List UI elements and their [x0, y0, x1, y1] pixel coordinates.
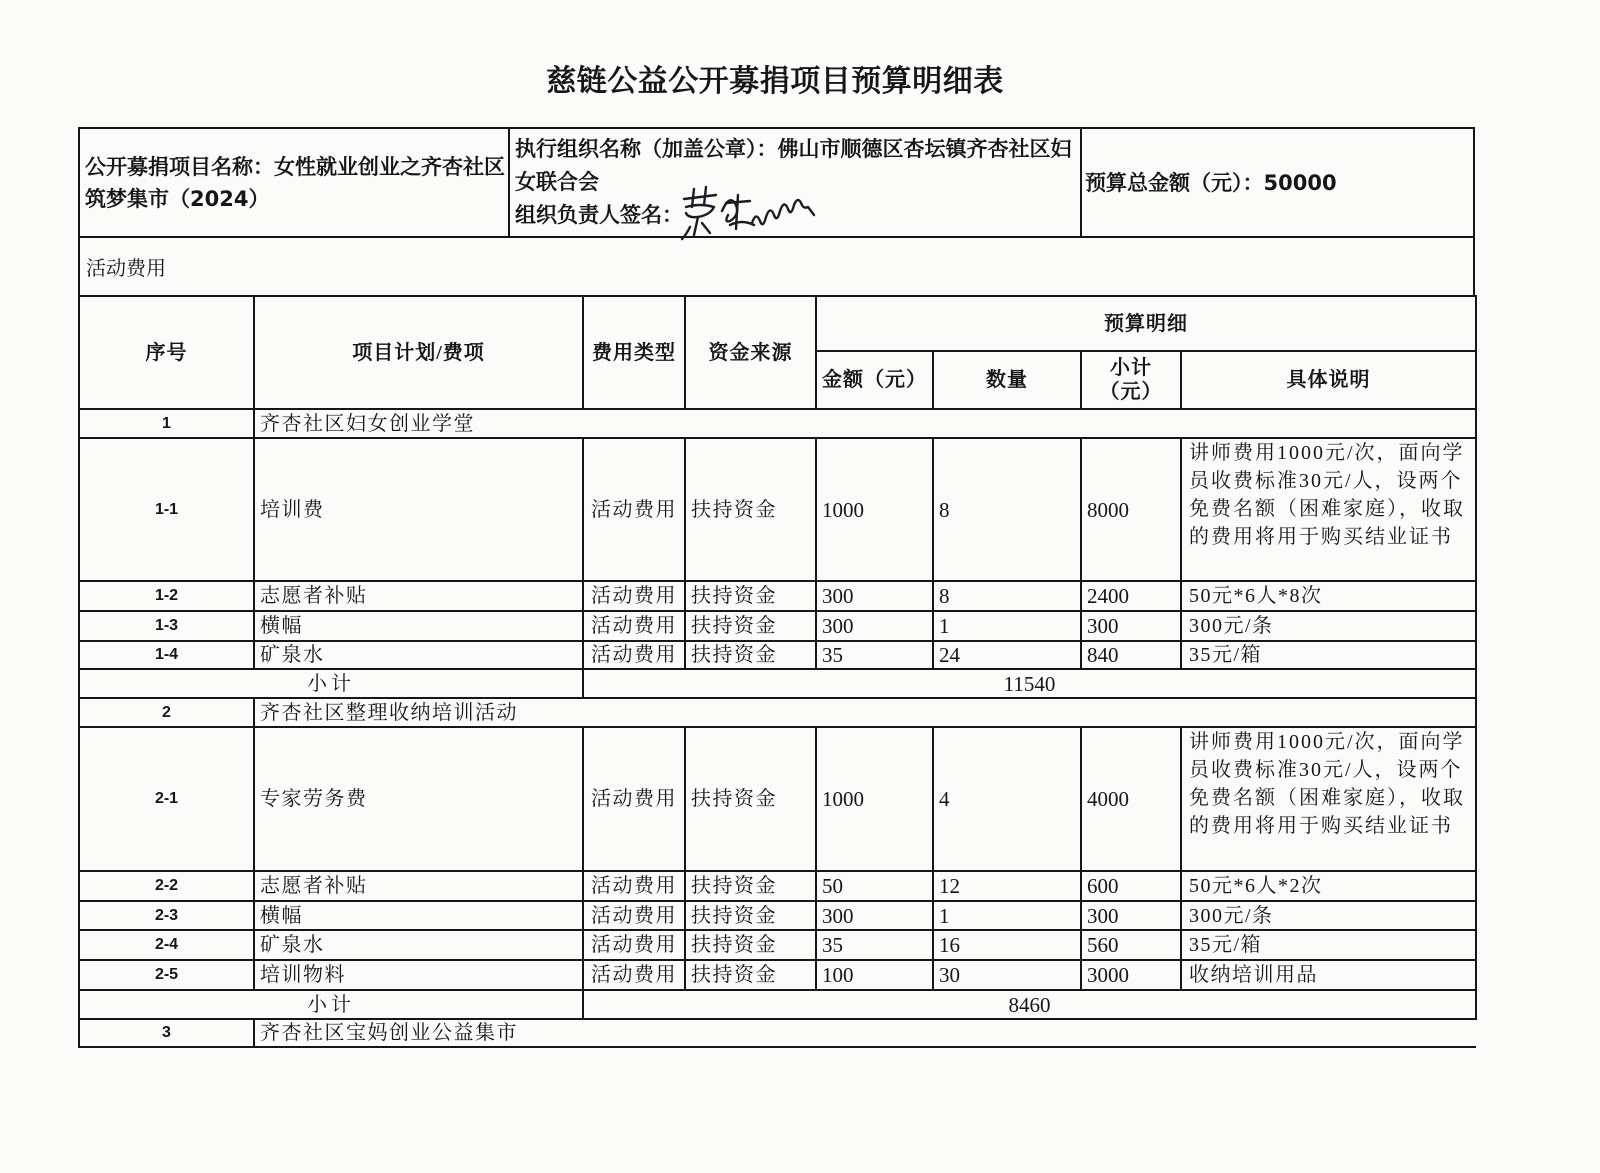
item-quantity: 30: [933, 960, 1081, 990]
project-name-cell: [80, 129, 510, 236]
item-source: 扶持资金: [685, 727, 816, 871]
item-no: 2-3: [79, 901, 254, 930]
budget-total-label: 预算总金额（元）：: [1085, 170, 1264, 195]
item-name: 矿泉水: [254, 641, 583, 669]
section-name: 齐杏社区妇女创业学堂: [254, 409, 1476, 438]
item-subtotal: 8000: [1081, 438, 1181, 581]
item-no: 1-4: [79, 641, 254, 669]
item-quantity: 1: [933, 901, 1081, 930]
subtotal-row: [79, 669, 1476, 698]
item-description: 50元*6人*2次: [1181, 871, 1476, 901]
item-source: 扶持资金: [685, 930, 816, 960]
budget-total-value: 50000: [1263, 170, 1337, 195]
item-description: 收纳培训用品: [1181, 960, 1476, 990]
column-header-budget-detail: 预算明细: [816, 296, 1476, 351]
organization-name: 佛山市顺德区杏坛镇齐杏社区妇女联合会: [515, 137, 1072, 194]
subtotal-label: 小计: [79, 669, 583, 698]
section-row: [79, 409, 1476, 438]
budget-total-text: [1085, 167, 1469, 199]
item-type: 活动费用: [583, 930, 685, 960]
section-no: 3: [79, 1019, 254, 1047]
item-type: 活动费用: [583, 641, 685, 669]
section-row: [79, 1019, 1476, 1047]
subtotal-row: [79, 990, 1476, 1019]
item-subtotal: 560: [1081, 930, 1181, 960]
item-source: 扶持资金: [685, 581, 816, 611]
item-no: 1-1: [79, 438, 254, 581]
item-amount: 50: [816, 871, 933, 901]
item-subtotal: 3000: [1081, 960, 1181, 990]
item-amount: 100: [816, 960, 933, 990]
item-source: 扶持资金: [685, 641, 816, 669]
item-quantity: 24: [933, 641, 1081, 669]
item-row: [79, 727, 1476, 871]
item-source: 扶持资金: [685, 871, 816, 901]
item-no: 1-3: [79, 611, 254, 641]
column-header-description: 具体说明: [1181, 351, 1476, 409]
column-header-row: [79, 296, 1476, 351]
item-type: 活动费用: [583, 901, 685, 930]
column-header-type: 费用类型: [583, 296, 685, 409]
item-subtotal: 4000: [1081, 727, 1181, 871]
item-quantity: 16: [933, 930, 1081, 960]
item-no: 2-1: [79, 727, 254, 871]
item-subtotal: 600: [1081, 871, 1181, 901]
section-name: 齐杏社区宝妈创业公益集市: [254, 1019, 1476, 1047]
item-amount: 35: [816, 641, 933, 669]
budget-table: [78, 295, 1477, 1048]
item-quantity: 8: [933, 438, 1081, 581]
column-header-subtotal: [1081, 351, 1181, 409]
item-subtotal: 300: [1081, 901, 1181, 930]
column-header-subtotal-line1: 小计: [1110, 357, 1152, 379]
budget-total-cell: [1082, 129, 1473, 236]
signature: [680, 185, 815, 241]
item-no: 2-4: [79, 930, 254, 960]
item-description: 讲师费用1000元/次，面向学员收费标准30元/人，设两个免费名额（困难家庭），收取的费用将用于购买结业证书: [1181, 727, 1476, 871]
section-no: 2: [79, 698, 254, 727]
item-source: 扶持资金: [685, 438, 816, 581]
item-description: 300元/条: [1181, 901, 1476, 930]
organization-label: 执行组织名称（加盖公章）：: [515, 137, 778, 161]
item-description: 35元/箱: [1181, 641, 1476, 669]
item-type: 活动费用: [583, 581, 685, 611]
item-no: 1-2: [79, 581, 254, 611]
signer-label: 组织负责人签名：: [515, 203, 683, 227]
item-name: 横幅: [254, 901, 583, 930]
item-source: 扶持资金: [685, 960, 816, 990]
item-amount: 1000: [816, 727, 933, 871]
item-row: [79, 930, 1476, 960]
item-row: [79, 611, 1476, 641]
column-header-no: 序号: [79, 296, 254, 409]
section-name: 齐杏社区整理收纳培训活动: [254, 698, 1476, 727]
item-description: 50元*6人*8次: [1181, 581, 1476, 611]
column-header-source: 资金来源: [685, 296, 816, 409]
column-header-quantity: 数量: [933, 351, 1081, 409]
item-subtotal: 300: [1081, 611, 1181, 641]
item-row: [79, 901, 1476, 930]
item-quantity: 8: [933, 581, 1081, 611]
item-no: 2-5: [79, 960, 254, 990]
item-description: 300元/条: [1181, 611, 1476, 641]
item-type: 活动费用: [583, 727, 685, 871]
item-type: 活动费用: [583, 871, 685, 901]
column-header-amount: 金额（元）: [816, 351, 933, 409]
item-row: [79, 641, 1476, 669]
project-name-label: 公开募捐项目名称：: [85, 154, 274, 179]
page-title: 慈链公益公开募捐项目预算明细表: [546, 64, 1004, 99]
item-quantity: 4: [933, 727, 1081, 871]
item-row: [79, 960, 1476, 990]
item-no: 2-2: [79, 871, 254, 901]
item-description: 35元/箱: [1181, 930, 1476, 960]
item-row: [79, 581, 1476, 611]
item-description: 讲师费用1000元/次，面向学员收费标准30元/人，设两个免费名额（困难家庭），收取的费用将用于购买结业证书: [1181, 438, 1476, 581]
item-quantity: 1: [933, 611, 1081, 641]
item-subtotal: 840: [1081, 641, 1181, 669]
section-no: 1: [79, 409, 254, 438]
subtotal-label: 小计: [79, 990, 583, 1019]
item-amount: 35: [816, 930, 933, 960]
item-amount: 1000: [816, 438, 933, 581]
column-header-subtotal-line2: （元）: [1099, 381, 1163, 403]
section-row: [79, 698, 1476, 727]
category-row: [78, 238, 1475, 295]
column-header-item: 项目计划/费项: [254, 296, 583, 409]
project-name-value: 女性就业创业之齐杏社区筑梦集市（2024）: [85, 154, 505, 211]
item-type: 活动费用: [583, 960, 685, 990]
item-source: 扶持资金: [685, 901, 816, 930]
item-name: 横幅: [254, 611, 583, 641]
item-quantity: 12: [933, 871, 1081, 901]
item-name: 矿泉水: [254, 930, 583, 960]
item-type: 活动费用: [583, 438, 685, 581]
item-amount: 300: [816, 581, 933, 611]
item-row: [79, 871, 1476, 901]
item-source: 扶持资金: [685, 611, 816, 641]
category-label: 活动费用: [86, 256, 166, 280]
item-name: 志愿者补贴: [254, 581, 583, 611]
item-name: 培训费: [254, 438, 583, 581]
item-name: 专家劳务费: [254, 727, 583, 871]
item-name: 志愿者补贴: [254, 871, 583, 901]
item-type: 活动费用: [583, 611, 685, 641]
item-amount: 300: [816, 901, 933, 930]
item-amount: 300: [816, 611, 933, 641]
project-name-text: [85, 151, 507, 215]
item-name: 培训物料: [254, 960, 583, 990]
organization-cell: [510, 129, 1082, 236]
subtotal-value: 8460: [583, 990, 1476, 1019]
header-block: [78, 127, 1475, 238]
subtotal-value: 11540: [583, 669, 1476, 698]
item-subtotal: 2400: [1081, 581, 1181, 611]
item-row: [79, 438, 1476, 581]
